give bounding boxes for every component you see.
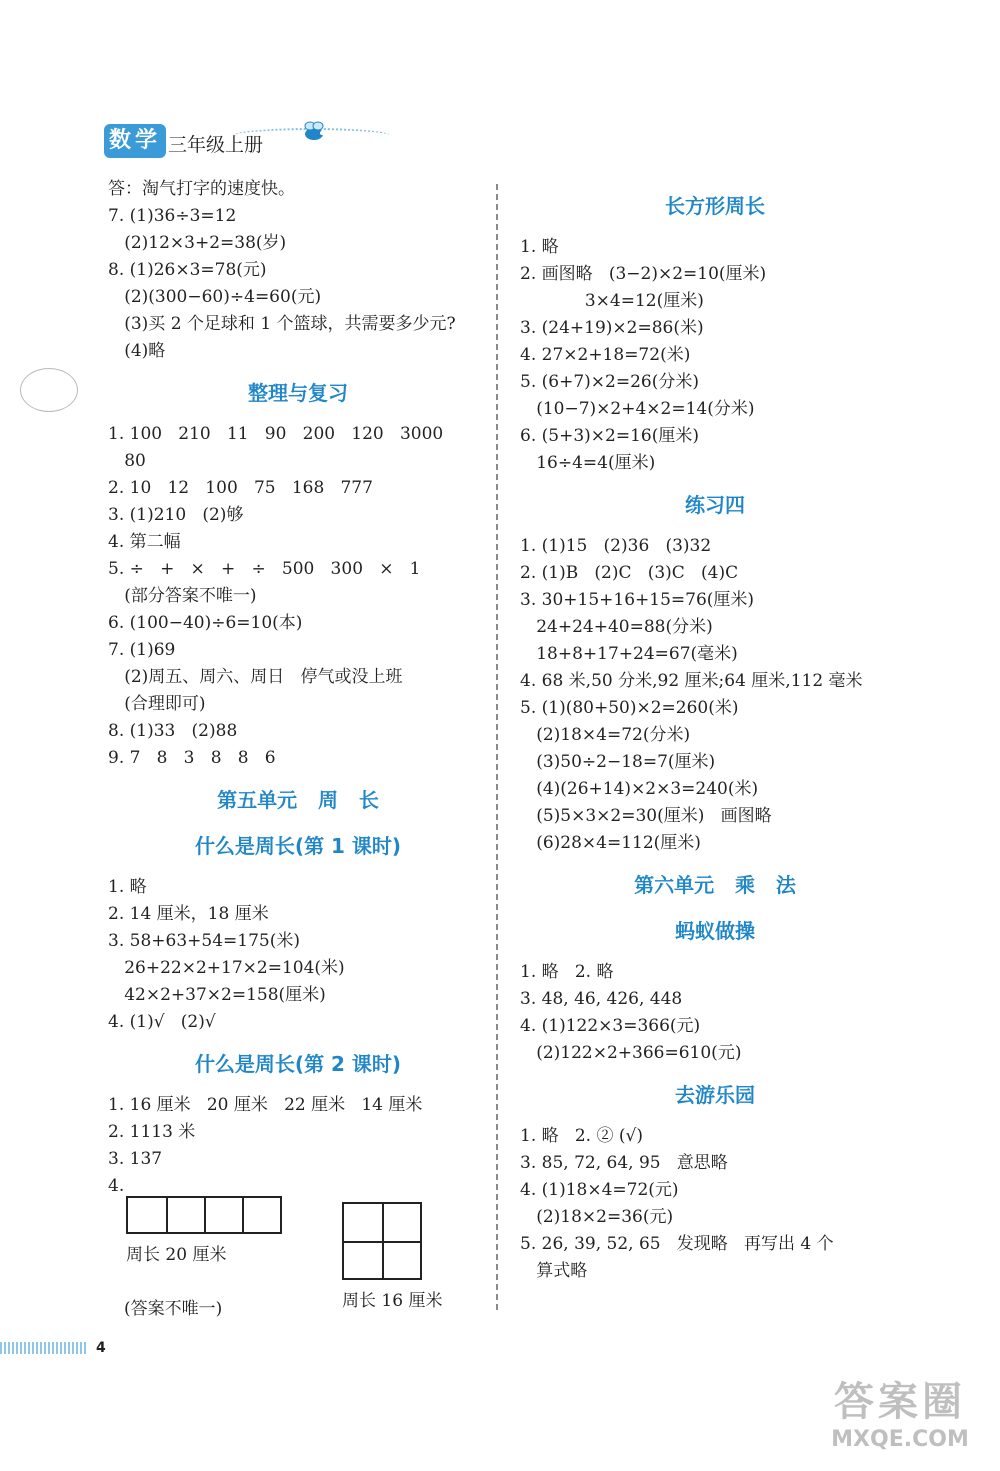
footer-stripe — [0, 1342, 86, 1354]
answer-line: 1. 略 2. 略 — [520, 962, 614, 982]
answer-line: 算式略 — [520, 1261, 588, 1281]
answer-line: 8. (1)33 (2)88 — [108, 721, 238, 741]
answer-line: 2. 1113 米 — [108, 1122, 196, 1142]
answer-line: 2. 画图略 (3−2)×2=10(厘米) — [520, 264, 767, 284]
grid-line — [344, 1241, 420, 1243]
answer-line: 1. 略 — [520, 237, 559, 257]
answer-line: 2. (1)B (2)C (3)C (4)C — [520, 563, 739, 583]
subject-badge: 数学 — [104, 124, 166, 158]
answer-line: 2. 10 12 100 75 168 777 — [108, 478, 373, 498]
answer-line: 24+24+40=88(分米) — [520, 617, 713, 637]
watermark-logo-text: 答案圈 — [834, 1379, 966, 1425]
answer-line: 3. 48, 46, 426, 448 — [520, 989, 683, 1009]
section-heading: 去游乐园 — [675, 1083, 755, 1107]
answer-block — [108, 1092, 488, 1200]
section-heading: 什么是周长(第 2 课时) — [194, 1052, 402, 1076]
answer-line: 1. 略 — [108, 877, 147, 897]
answer-line: (3)50÷2−18=7(厘米) — [520, 752, 716, 772]
left-column — [108, 176, 488, 1200]
answer-block — [108, 874, 488, 1036]
answer-line: 4. (1)122×3=366(元) — [520, 1016, 701, 1036]
answer-line: (2)12×3+2=38(岁) — [108, 233, 287, 253]
answer-line: 80 — [108, 451, 146, 471]
answer-line: 8. (1)26×3=78(元) — [108, 260, 267, 280]
figure-caption-left: 周长 20 厘米 — [126, 1245, 227, 1265]
answer-line: 3. 58+63+54=175(米) — [108, 931, 300, 951]
answer-line: (2)(300−60)÷4=60(元) — [108, 287, 322, 307]
answer-line: 6. (5+3)×2=16(厘米) — [520, 426, 699, 446]
answer-block — [520, 959, 910, 1067]
answer-line: 4. 68 米,50 分米,92 厘米;64 厘米,112 毫米 — [520, 671, 863, 691]
answer-line: 3×4=12(厘米) — [520, 291, 704, 311]
answer-line: 1. (1)15 (2)36 (3)32 — [520, 536, 712, 556]
stamp-mark — [20, 368, 78, 412]
answer-line: (2)18×4=72(分米) — [520, 725, 691, 745]
answer-line: 26+22×2+17×2=104(米) — [108, 958, 345, 978]
answer-line: 4. (1)√ (2)√ — [108, 1012, 216, 1032]
answer-line: 1. 100 210 11 90 200 120 3000 — [108, 424, 444, 444]
answer-line: 5. ÷ + × + ÷ 500 300 × 1 — [108, 559, 421, 579]
figure-caption-right: 周长 16 厘米 — [342, 1291, 443, 1311]
answer-line: 4. 27×2+18=72(米) — [520, 345, 691, 365]
book-header — [104, 118, 344, 162]
answer-line: 42×2+37×2=158(厘米) — [108, 985, 326, 1005]
answer-line: 2. 14 厘米，18 厘米 — [108, 904, 269, 924]
page-number: 4 — [96, 1340, 106, 1356]
answer-line: 3. 85, 72, 64, 95 意思略 — [520, 1153, 728, 1173]
answer-line: 18+8+17+24=67(毫米) — [520, 644, 738, 664]
answer-line: 5. 26, 39, 52, 65 发现略 再写出 4 个 — [520, 1234, 834, 1254]
perimeter-figure-square — [342, 1202, 422, 1280]
watermark-url: MXQE.COM — [831, 1427, 969, 1452]
right-column — [520, 188, 910, 1285]
answer-line: (合理即可) — [108, 694, 206, 714]
column-divider — [496, 184, 498, 1310]
section-heading: 练习四 — [685, 493, 745, 517]
answer-block — [520, 1123, 910, 1285]
bee-icon — [298, 120, 328, 144]
answer-line: 1. 略 2. ② (√) — [520, 1126, 643, 1146]
answer-line: (4)(26+14)×2×3=240(米) — [520, 779, 759, 799]
answer-line: (2)周五、周六、周日 停气或没上班 — [108, 667, 403, 687]
answer-line: 3. 30+15+16+15=76(厘米) — [520, 590, 755, 610]
answer-line: 16÷4=4(厘米) — [520, 453, 656, 473]
unit-heading: 第六单元 乘 法 — [634, 873, 796, 897]
answer-line: (6)28×4=112(厘米) — [520, 833, 701, 853]
answer-line: 3. (24+19)×2=86(米) — [520, 318, 704, 338]
answer-line: 3. (1)210 (2)够 — [108, 505, 244, 525]
answer-block — [520, 533, 910, 857]
grid-line — [242, 1198, 244, 1232]
answer-line: 6. (100−40)÷6=10(本) — [108, 613, 303, 633]
site-watermark — [800, 1378, 1000, 1464]
answer-line: 答：淘气打字的速度快。 — [108, 179, 295, 199]
answer-line: 3. 137 — [108, 1149, 163, 1169]
answer-line: (部分答案不唯一) — [108, 586, 257, 606]
grid-line — [166, 1198, 168, 1232]
answer-line: (2)18×2=36(元) — [520, 1207, 674, 1227]
answer-line: 7. (1)36÷3=12 — [108, 206, 237, 226]
answer-line: (3)买 2 个足球和 1 个篮球，共需要多少元? — [108, 314, 456, 334]
unit-heading: 第五单元 周 长 — [217, 788, 379, 812]
answer-line: 4. — [108, 1176, 125, 1196]
perimeter-figure-row — [126, 1196, 282, 1234]
answer-block — [108, 421, 488, 772]
answer-line: (2)122×2+366=610(元) — [520, 1043, 742, 1063]
answer-line: 1. 16 厘米 20 厘米 22 厘米 14 厘米 — [108, 1095, 423, 1115]
answer-block — [520, 234, 910, 477]
answer-block — [108, 176, 488, 365]
section-heading: 什么是周长(第 1 课时) — [194, 834, 402, 858]
answer-line: 4. 第二幅 — [108, 532, 181, 552]
grade-label: 三年级上册 — [168, 134, 264, 156]
answer-line: (10−7)×2+4×2=14(分米) — [520, 399, 755, 419]
answer-line: (5)5×3×2=30(厘米) 画图略 — [520, 806, 772, 826]
section-heading: 蚂蚁做操 — [675, 919, 755, 943]
grid-line — [204, 1198, 206, 1232]
figure-note: (答案不唯一) — [124, 1299, 223, 1319]
section-heading: 整理与复习 — [248, 381, 348, 405]
answer-line: (4)略 — [108, 341, 166, 361]
answer-line: 5. (1)(80+50)×2=260(米) — [520, 698, 739, 718]
answer-line: 9. 7 8 3 8 8 6 — [108, 748, 276, 768]
section-heading: 长方形周长 — [665, 194, 765, 218]
answer-line: 7. (1)69 — [108, 640, 176, 660]
answer-line: 4. (1)18×4=72(元) — [520, 1180, 679, 1200]
answer-line: 5. (6+7)×2=26(分米) — [520, 372, 699, 392]
